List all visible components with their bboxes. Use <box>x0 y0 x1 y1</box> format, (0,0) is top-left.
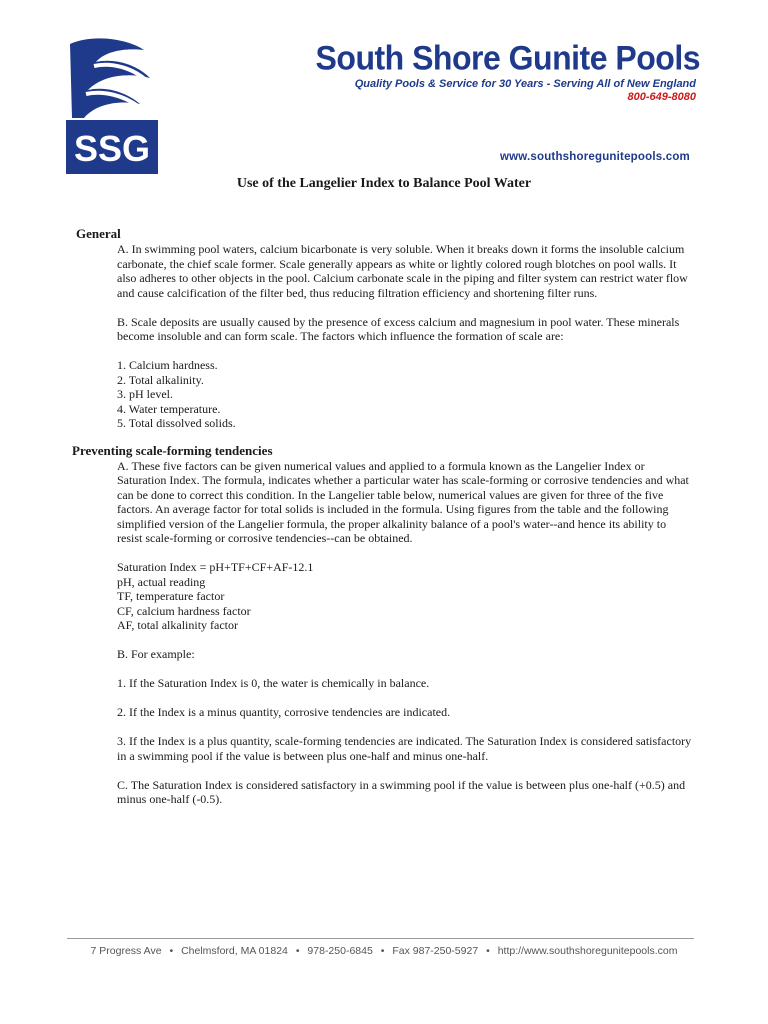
footer-separator: • <box>295 945 300 957</box>
list-item: 4. Water temperature. <box>117 401 221 416</box>
section-heading-general: General <box>76 226 121 241</box>
example-heading: B. For example: <box>117 647 195 661</box>
wave-logo-icon <box>66 36 158 174</box>
ssg-logo <box>66 36 158 174</box>
footer-divider <box>67 938 694 939</box>
example-item: 3. If the Index is a plus quantity, scale-forming tendencies are indicated. The Saturation Index is considered satisfactory in a swimming pool if the value is between plus one-half and minus one-half. <box>117 734 692 763</box>
example-item: 1. If the Saturation Index is 0, the water is chemically in balance. <box>117 676 430 690</box>
section-preventing <box>117 459 692 807</box>
footer-fax: Fax 987-250-5927 <box>392 945 479 957</box>
footer-city: Chelmsford, MA 01824 <box>181 945 288 957</box>
company-tagline: Quality Pools & Service for 30 Years - Serving All of New England <box>354 78 696 90</box>
document-title: Use of the Langelier Index to Balance Pool Water <box>236 176 532 191</box>
paragraph: B. Scale deposits are usually caused by the presence of excess calcium and magnesium in pool water. These minerals become insoluble and can form scale. The factors which influence the formation of scale are: <box>117 314 680 343</box>
list-item: 3. pH level. <box>117 387 173 401</box>
formula-line: TF, temperature factor <box>117 589 225 603</box>
section-general <box>117 242 692 431</box>
company-name: South Shore Gunite Pools <box>315 38 700 77</box>
footer-separator: • <box>486 945 490 957</box>
footer <box>0 945 768 957</box>
formula-line: CF, calcium hardness factor <box>117 603 251 618</box>
paragraph: A. These five factors can be given numerical values and applied to a formula known as the Langelier Index or Saturation Index. The formula, indicates whether a particular water has scale-forming or corrosive tendencies and what can be done to correct this condition. In the Langelier table below, numerical values are given for three of the five factors. An average factor for total solids is included in the formula. Using figures from the table and the following simplified version of the Langelier formula, the proper alkalinity balance of a pool's water--and hence its ability to resist scale-forming or corrosive tendencies--can be obtained. <box>117 458 689 545</box>
paragraph: C. The Saturation Index is considered satisfactory in a swimming pool if the value is between plus one-half (+0.5) and minus one-half (-0.5). <box>117 777 686 806</box>
footer-url[interactable]: http://www.southshoregunitepools.com <box>497 945 678 957</box>
formula-line: pH, actual reading <box>117 574 206 589</box>
formula-line: Saturation Index = pH+TF+CF+AF-12.1 <box>117 560 314 574</box>
paragraph: A. In swimming pool waters, calcium bicarbonate is very soluble. When it breaks down it forms the insoluble calcium carbonate, the chief scale former. Scale generally appears as white or lightly colored rough blotches on pool walls. It also adheres to other objects in the pool. Calcium carbonate scale in the piping and filter system can restrict water flow and cause calcification of the filter bed, thus reducing filtration efficiency and shortening filter runs. <box>117 242 688 300</box>
list-item: 1. Calcium hardness. <box>117 358 218 372</box>
document-body <box>0 226 768 807</box>
footer-separator: • <box>169 945 174 957</box>
footer-phone: 978-250-6845 <box>307 945 373 957</box>
section-heading-preventing: Preventing scale-forming tendencies <box>72 442 273 458</box>
footer-address: 7 Progress Ave <box>90 945 162 957</box>
example-item: 2. If the Index is a minus quantity, corrosive tendencies are indicated. <box>117 705 451 719</box>
logo-text: SSG <box>73 128 151 169</box>
company-website[interactable]: www.southshoregunitepools.com <box>499 151 690 163</box>
footer-separator: • <box>380 945 385 957</box>
formula-line: AF, total alkalinity factor <box>117 618 239 632</box>
company-phone: 800-649-8080 <box>627 91 696 103</box>
list-item: 5. Total dissolved solids. <box>117 416 236 430</box>
list-item: 2. Total alkalinity. <box>117 372 204 387</box>
